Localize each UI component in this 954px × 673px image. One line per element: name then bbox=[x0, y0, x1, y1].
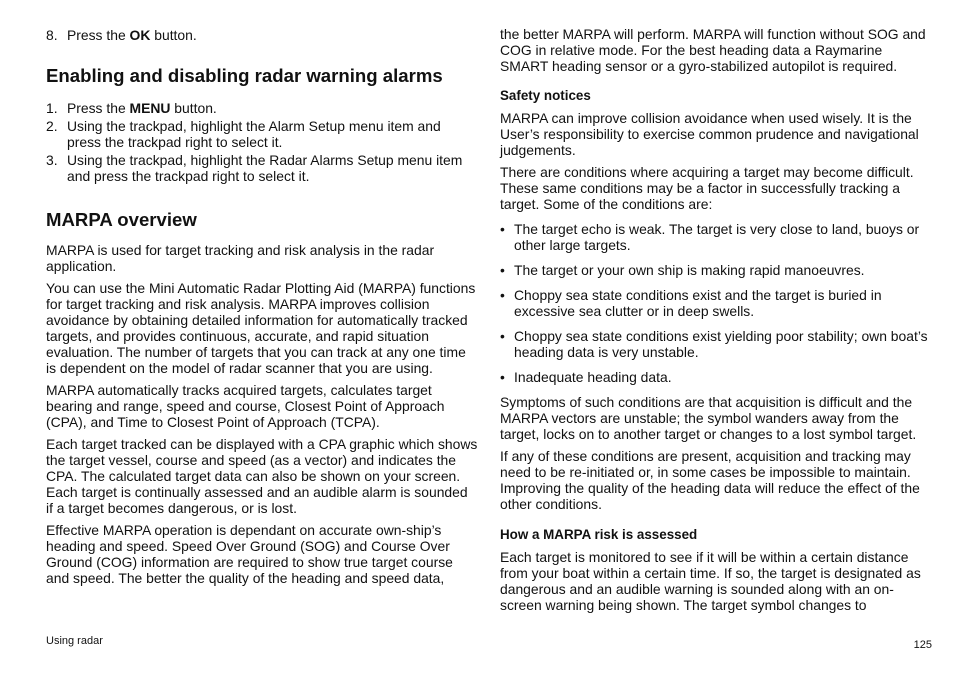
paragraph: Each target is monitored to see if it will be within a certain distance from your boat within a certain time. If so, the target is designated as dangerous and an audible warning is sounded along with an on-screen warning being shown. The target symbol changes to bbox=[500, 549, 921, 613]
list-item-text: The target echo is weak. The target is very close to land, buoys or other large targets. bbox=[514, 221, 920, 253]
heading-marpa-overview: MARPA overview bbox=[46, 209, 197, 230]
heading-marpa-risk: How a MARPA risk is assessed bbox=[500, 527, 698, 542]
paragraph: Effective MARPA operation is dependant on accurate own-ship’s heading and speed. Speed Over Ground (SOG) and Course Over Ground (COG) information are required to show true target course and speed. The better the quality of the heading and speed data, bbox=[46, 522, 453, 586]
paragraph: Symptoms of such conditions are that acquisition is difficult and the MARPA vectors are unstable; the symbol wanders away from the target, locks on to another target or changes to a lost symbol target. bbox=[500, 394, 917, 442]
paragraph-continuation: the better MARPA will perform. MARPA will function without SOG and COG in relative mode. For the best heading data a Raymarine SMART heading sensor or a gyro-stabilized autopilot is required. bbox=[500, 26, 926, 74]
paragraph: Each target tracked can be displayed with a CPA graphic which shows the target vessel, course and speed (as a vector) and indicates the CPA. The calculated target data can also be shown on your screen. Each target is continually assessed and an audible alarm is sounded if a target becomes dangerous, or is lost. bbox=[46, 436, 478, 516]
bullet-marker: • bbox=[500, 221, 505, 237]
paragraph: There are conditions where acquiring a target may become difficult. These same conditions may be a factor in successfully tracking a target. Some of the conditions are: bbox=[500, 164, 914, 212]
paragraph: MARPA can improve collision avoidance when used wisely. It is the User’s responsibility to exercise common prudence and navigational judgements. bbox=[500, 110, 919, 158]
step-bold-label: OK bbox=[129, 27, 151, 43]
list-item-text: The target or your own ship is making rapid manoeuvres. bbox=[514, 262, 865, 278]
paragraph: If any of these conditions are present, acquisition and tracking may need to be re-initiated or, in some cases be impossible to maintain. Improving the quality of the heading data will reduce the effect of the other conditions. bbox=[500, 448, 920, 512]
step-text-before: Press the bbox=[67, 100, 130, 116]
list-item bbox=[500, 328, 932, 360]
step-8 bbox=[46, 27, 478, 43]
alarms-steps-list bbox=[46, 100, 478, 184]
list-item bbox=[500, 369, 932, 385]
step-number: 2. bbox=[46, 118, 58, 134]
list-item bbox=[46, 152, 478, 184]
step-text: Using the trackpad, highlight the Alarm Setup menu item and press the trackpad right to select it. bbox=[67, 118, 441, 150]
step-number: 1. bbox=[46, 100, 58, 116]
list-item bbox=[500, 262, 932, 278]
heading-radar-warning-alarms: Enabling and disabling radar warning alarms bbox=[46, 65, 443, 86]
list-item bbox=[500, 287, 932, 319]
paragraph: MARPA is used for target tracking and risk analysis in the radar application. bbox=[46, 242, 435, 274]
list-item-text: Choppy sea state conditions exist and the target is buried in excessive sea clutter or in deep swells. bbox=[514, 287, 882, 319]
bullet-marker: • bbox=[500, 262, 505, 278]
bullet-marker: • bbox=[500, 369, 505, 385]
list-item bbox=[46, 118, 478, 150]
step-text-after: button. bbox=[150, 27, 197, 43]
bullet-marker: • bbox=[500, 287, 505, 303]
step-text-before: Press the bbox=[67, 27, 130, 43]
heading-safety-notices: Safety notices bbox=[500, 88, 591, 103]
step-bold-label: MENU bbox=[129, 100, 171, 116]
footer-section-label: Using radar bbox=[46, 635, 103, 647]
paragraph: You can use the Mini Automatic Radar Plotting Aid (MARPA) functions for target tracking and risk analysis. MARPA improves collision avoidance by obtaining detailed information for automatically tracked targets, and provides continuous, accurate, and rapid situation evaluation. The number of targets that you can track at any one time is dependent on the model of radar scanner that you are using. bbox=[46, 280, 476, 376]
list-item-text: Choppy sea state conditions exist yielding poor stability; own boat’s heading data is very unstable. bbox=[514, 328, 928, 360]
right-column bbox=[500, 0, 932, 613]
list-item bbox=[46, 100, 478, 116]
paragraph: MARPA automatically tracks acquired targets, calculates target bearing and range, speed and course, Closest Point of Approach (CPA), and Time to Closest Point of Approach (TCPA). bbox=[46, 382, 445, 430]
step-text: Using the trackpad, highlight the Radar Alarms Setup menu item and press the trackpad right to select it. bbox=[67, 152, 463, 184]
step-number: 3. bbox=[46, 152, 58, 168]
page-number: 125 bbox=[913, 639, 932, 651]
step-number: 8. bbox=[46, 27, 58, 43]
left-column bbox=[46, 0, 478, 586]
step-text-after: button. bbox=[170, 100, 217, 116]
list-item bbox=[500, 221, 932, 253]
bullet-marker: • bbox=[500, 328, 505, 344]
conditions-list bbox=[500, 221, 932, 385]
list-item-text: Inadequate heading data. bbox=[514, 369, 672, 385]
